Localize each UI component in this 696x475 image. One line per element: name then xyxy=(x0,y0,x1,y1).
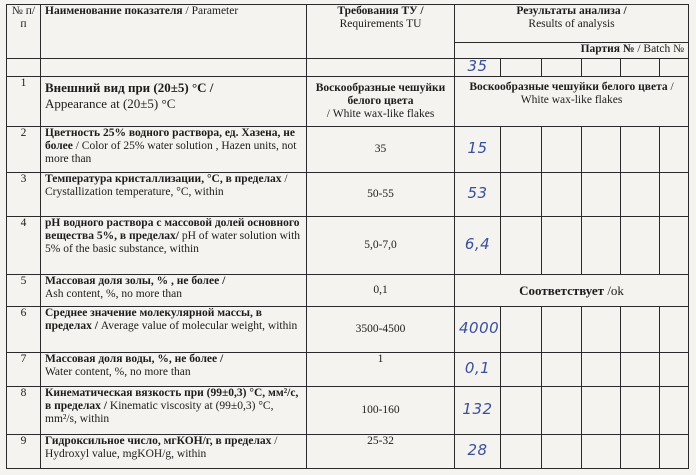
row-result xyxy=(455,173,501,217)
param-ru: Гидроксильное число, мгКОН/г, в пределах xyxy=(45,435,272,447)
row-num: 5 xyxy=(7,275,41,307)
row-num: 4 xyxy=(7,217,41,275)
row-parameter xyxy=(41,435,307,469)
row-requirement xyxy=(307,77,455,127)
row-result xyxy=(455,307,501,353)
req-en: / White wax-like flakes xyxy=(326,108,435,120)
param-en: pH of water solution with 5% of the basic substance, within xyxy=(45,230,301,255)
row-result xyxy=(455,353,501,387)
row-parameter xyxy=(41,307,307,353)
header-batch-ru: Партия № xyxy=(580,43,635,55)
row-requirement: 3500-4500 xyxy=(307,307,455,353)
header-num: № п/п xyxy=(7,5,41,59)
table-row xyxy=(7,353,689,387)
param-en: / Crystallization temperature, °С, within xyxy=(45,173,288,198)
table-row xyxy=(7,275,689,307)
param-en: / Hydroxyl value, mgKOH/g, within xyxy=(45,435,278,460)
header-param-ru: Наименование показателя xyxy=(45,5,183,17)
result-en: / White wax-like flakes xyxy=(520,81,674,106)
param-ru: Массовая доля воды, %, не более / xyxy=(45,353,224,365)
result-value: 6,4 xyxy=(464,235,491,253)
row-num: 1 xyxy=(7,77,41,127)
param-ru: Массовая доля золы, % , не более / xyxy=(45,275,226,287)
req-ru: Воскообразные чешуйки белого цвета xyxy=(315,82,446,107)
param-en: Ash content, %, no more than xyxy=(45,288,183,300)
header-row xyxy=(7,5,689,43)
header-batch xyxy=(455,43,689,59)
header-req-en: Requirements TU xyxy=(339,18,422,30)
header-res-en: Results of analysis xyxy=(528,18,615,30)
result-value: 132 xyxy=(462,400,493,418)
result-ru: Воскообразные чешуйки белого цвета xyxy=(469,81,668,93)
row-result xyxy=(455,387,501,435)
param-en: Water content, %, no more than xyxy=(45,366,191,378)
batch-value-cell xyxy=(455,59,501,77)
param-ru: Температура кристаллизации, °С, в пределах xyxy=(45,173,282,185)
header-req-ru: Требования ТУ / xyxy=(337,5,424,17)
table-row xyxy=(7,127,689,173)
row-result xyxy=(455,275,689,307)
header-param-en: / Parameter xyxy=(185,5,239,17)
param-ru: Кинематическая вязкость при (99±0,3) °С, мм²/с, в пределах / xyxy=(45,387,299,412)
row-parameter xyxy=(41,127,307,173)
row-result xyxy=(455,127,501,173)
table-row xyxy=(7,77,689,127)
param-en: Kinematic viscosity at (99±0,3) °С, mm²/s, within xyxy=(45,400,274,425)
header-parameter xyxy=(41,5,307,59)
row-parameter xyxy=(41,77,307,127)
param-ru: Цветность 25% водного раствора, ед. Хазена, не более xyxy=(45,127,296,152)
row-result xyxy=(455,77,689,127)
batch-value: 35 xyxy=(467,57,488,75)
row-requirement: 1 xyxy=(307,353,455,387)
row-requirement: 0,1 xyxy=(307,275,455,307)
result-en: /ok xyxy=(607,283,624,298)
row-parameter xyxy=(41,217,307,275)
result-value: 28 xyxy=(467,441,488,459)
row-num: 3 xyxy=(7,173,41,217)
row-requirement: 5,0-7,0 xyxy=(307,217,455,275)
row-num: 2 xyxy=(7,127,41,173)
row-parameter xyxy=(41,173,307,217)
row-requirement: 50-55 xyxy=(307,173,455,217)
header-requirements xyxy=(307,5,455,59)
table-row xyxy=(7,435,689,469)
table-row xyxy=(7,217,689,275)
row-parameter xyxy=(41,387,307,435)
row-result xyxy=(455,217,501,275)
param-ru: Внешний вид при (20±5) °С / xyxy=(45,80,214,95)
batch-value-row xyxy=(7,59,689,77)
table-row xyxy=(7,387,689,435)
row-requirement: 100-160 xyxy=(307,387,455,435)
param-en: / Color of 25% water solution , Hazen units, not more than xyxy=(45,140,297,165)
table-row xyxy=(7,307,689,353)
param-en: Appearance at (20±5) °С xyxy=(45,96,176,111)
row-requirement: 35 xyxy=(307,127,455,173)
param-en: Average value of molecular weight, within xyxy=(100,320,298,332)
result-ru: Соответствует xyxy=(519,283,605,298)
result-value: 15 xyxy=(467,139,488,157)
result-value: 0,1 xyxy=(464,359,491,377)
specification-table xyxy=(6,4,689,469)
row-result xyxy=(455,435,501,469)
result-value: 4000 xyxy=(459,319,500,337)
row-num: 6 xyxy=(7,307,41,353)
row-num: 9 xyxy=(7,435,41,469)
param-ru: pH водного раствора с массовой долей основного вещества 5%, в пределах/ xyxy=(45,217,300,242)
row-parameter xyxy=(41,275,307,307)
header-batch-en: / Batch № xyxy=(637,43,685,55)
row-requirement: 25-32 xyxy=(307,435,455,469)
header-res-ru: Результаты анализа / xyxy=(516,5,627,17)
row-num: 7 xyxy=(7,353,41,387)
result-value: 53 xyxy=(467,184,488,202)
table-row xyxy=(7,173,689,217)
param-ru: Среднее значение молекулярной массы, в пределах / xyxy=(45,307,262,332)
row-parameter xyxy=(41,353,307,387)
row-num: 8 xyxy=(7,387,41,435)
header-results xyxy=(455,5,689,43)
